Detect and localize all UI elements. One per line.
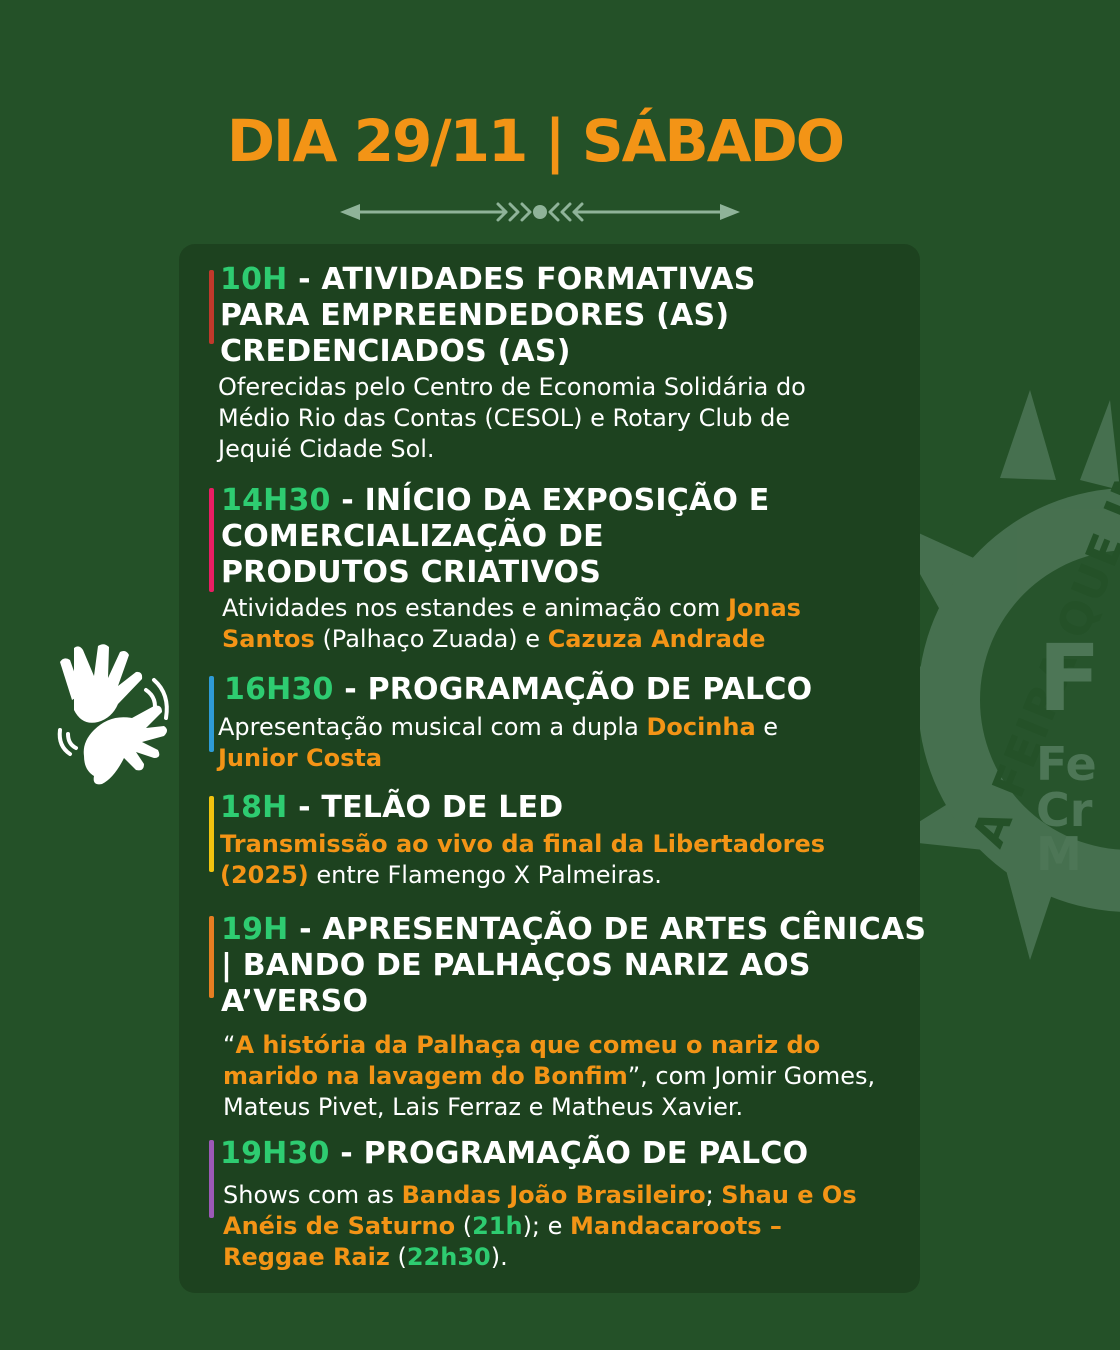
event-description: Atividades nos estandes e animação com Jonas bbox=[222, 594, 801, 622]
event-accent-bar bbox=[209, 488, 214, 592]
badge-letter: F bbox=[1038, 625, 1101, 732]
event-description: “A história da Palhaça que comeu o nariz do bbox=[223, 1031, 821, 1059]
highlight-name: Junior Costa bbox=[218, 744, 383, 772]
sign-language-hands-icon bbox=[54, 638, 172, 786]
event-description: Médio Rio das Contas (CESOL) e Rotary Club de bbox=[218, 404, 791, 432]
event-accent-bar bbox=[209, 676, 214, 752]
event-description: Oferecidas pelo Centro de Economia Solidária do bbox=[218, 373, 806, 401]
event-title: 19H30 - PROGRAMAÇÃO DE PALCO bbox=[220, 1136, 809, 1171]
event-title: PARA EMPREENDEDORES (AS) bbox=[220, 298, 730, 333]
highlight-name: Jonas bbox=[727, 594, 801, 622]
event-title: 19H - APRESENTAÇÃO DE ARTES CÊNICAS bbox=[221, 912, 927, 947]
event-accent-bar bbox=[209, 1140, 214, 1218]
highlight-name: Santos bbox=[222, 625, 315, 653]
arrow-divider-icon bbox=[338, 198, 742, 226]
event-description: (2025) entre Flamengo X Palmeiras. bbox=[220, 861, 662, 889]
badge-ring-text: A FEIRA QUE bbox=[962, 525, 1120, 855]
page-title: DIA 29/11 | SÁBADO bbox=[226, 107, 844, 175]
event-description: Anéis de Saturno (21h); e Mandacaroots – bbox=[223, 1212, 782, 1240]
highlight-name: Bandas João Brasileiro bbox=[401, 1181, 706, 1209]
highlight-name: Cazuza Andrade bbox=[547, 625, 766, 653]
event-accent-bar bbox=[209, 270, 214, 344]
event-description: Reggae Raiz (22h30). bbox=[223, 1243, 508, 1271]
event-description: Mateus Pivet, Lais Ferraz e Matheus Xavier. bbox=[223, 1093, 744, 1121]
highlight-name: marido na lavagem do Bonfim bbox=[223, 1062, 628, 1090]
event-time: 16H30 bbox=[224, 672, 334, 707]
event-title: 16H30 - PROGRAMAÇÃO DE PALCO bbox=[224, 672, 813, 707]
highlight-time: 21h bbox=[472, 1212, 523, 1240]
event-time: 14H30 bbox=[221, 483, 331, 518]
schedule-panel bbox=[179, 244, 927, 1293]
highlight-name: Shau e Os bbox=[721, 1181, 857, 1209]
event-description bbox=[220, 829, 825, 860]
event-title: 10H - ATIVIDADES FORMATIVAS bbox=[220, 262, 756, 297]
event-title: 18H - TELÃO DE LED bbox=[220, 790, 564, 825]
highlight-name: (2025) bbox=[220, 861, 309, 889]
badge-line-2: Cr bbox=[1036, 783, 1093, 837]
event-accent-bar bbox=[209, 916, 214, 998]
event-description: Jequié Cidade Sol. bbox=[218, 435, 435, 463]
event-title: A’VERSO bbox=[221, 984, 369, 1019]
event-title: PRODUTOS CRIATIVOS bbox=[221, 555, 602, 590]
event-accent-bar bbox=[209, 796, 214, 872]
event-description: marido na lavagem do Bonfim”, com Jomir Gomes, bbox=[223, 1062, 876, 1090]
event-title: 14H30 - INÍCIO DA EXPOSIÇÃO E bbox=[221, 483, 770, 518]
badge-line-1: Fe bbox=[1036, 737, 1097, 791]
event-time: 18H bbox=[220, 790, 288, 825]
event-title: CREDENCIADOS (AS) bbox=[220, 334, 571, 369]
event-time: 19H bbox=[221, 912, 289, 947]
highlight-name: Docinha bbox=[646, 713, 756, 741]
badge-line-3: M bbox=[1036, 827, 1082, 881]
highlight-name: Transmissão ao vivo da final da Libertadores bbox=[220, 830, 826, 858]
event-time: 19H30 bbox=[220, 1136, 330, 1171]
event-title: | BANDO DE PALHAÇOS NARIZ AOS bbox=[221, 948, 811, 983]
event-title: COMERCIALIZAÇÃO DE bbox=[221, 519, 604, 554]
event-description: Shows com as Bandas João Brasileiro; Shau e Os bbox=[223, 1181, 857, 1209]
highlight-name: A história da Palhaça que comeu o nariz do bbox=[235, 1031, 821, 1059]
event-description: Apresentação musical com a dupla Docinha e bbox=[218, 713, 779, 741]
highlight-time: 22h30 bbox=[406, 1243, 491, 1271]
highlight-name: Reggae Raiz bbox=[223, 1243, 390, 1271]
event-description: Santos (Palhaço Zuada) e Cazuza Andrade bbox=[222, 625, 766, 653]
highlight-name: Mandacaroots – bbox=[570, 1212, 782, 1240]
event-description bbox=[218, 743, 382, 774]
event-time: 10H bbox=[220, 262, 288, 297]
highlight-name: Anéis de Saturno bbox=[223, 1212, 456, 1240]
